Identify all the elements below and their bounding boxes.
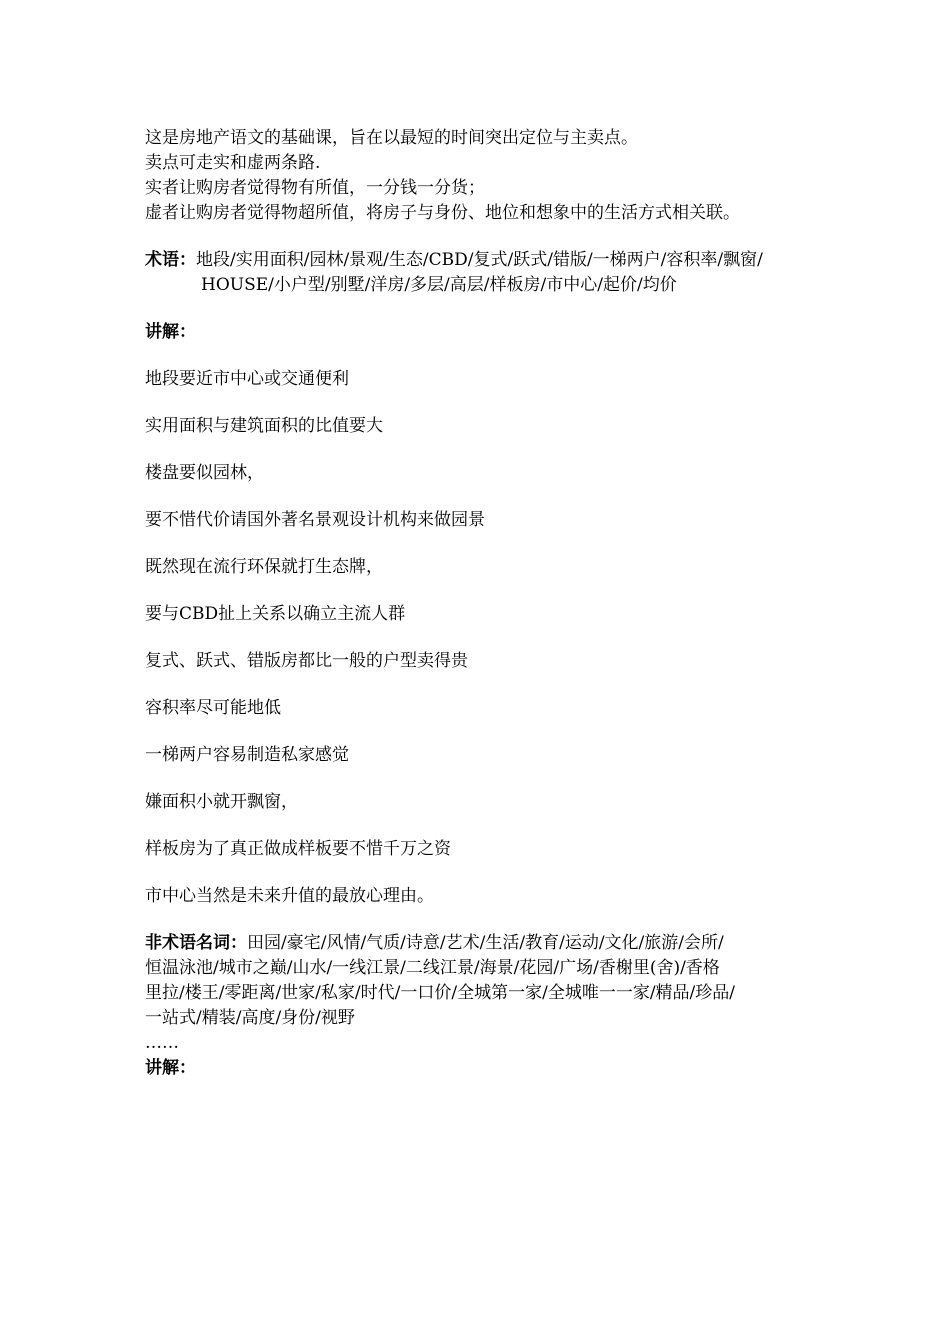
explain-item: 容积率尽可能地低 <box>145 698 281 718</box>
explain-item: 嫌面积小就开飘窗， <box>145 792 298 812</box>
explain-item: 地段要近市中心或交通便利 <box>145 369 349 389</box>
explain-item: 要不惜代价请国外著名景观设计机构来做园景 <box>145 510 485 530</box>
explain-label-2: 讲解： <box>145 1058 196 1078</box>
explain-item: 楼盘要似园林， <box>145 463 264 483</box>
explain-item: 样板房为了真正做成样板要不惜千万之资 <box>145 839 451 859</box>
explain-item: 复式、跃式、错版房都比一般的户型卖得贵 <box>145 651 468 671</box>
document-page <box>145 126 815 1081</box>
intro-paragraph <box>145 126 815 226</box>
nonterms-line <box>145 931 815 956</box>
nonterms-line: 一站式/精装/高度/身份/视野 <box>145 1008 355 1028</box>
explain-item: 实用面积与建筑面积的比值要大 <box>145 416 383 436</box>
terms-line-2: HOUSE/小户型/别墅/洋房/多层/高层/样板房/市中心/起价/均价 <box>201 275 677 295</box>
explain-section-1 <box>145 320 815 909</box>
terms-text: 地段/实用面积/园林/景观/生态/CBD/复式/跃式/错版/一梯两户/容积率/飘窗/ <box>196 250 763 270</box>
explain-item: 市中心当然是未来升值的最放心理由。 <box>145 886 434 906</box>
explain-label: 讲解： <box>145 322 196 342</box>
explain-item: 要与CBD扯上关系以确立主流人群 <box>145 604 406 624</box>
nonterms-text: 田园/豪宅/风情/气质/诗意/艺术/生活/教育/运动/文化/旅游/会所/ <box>247 933 724 953</box>
explain-item: 一梯两户容易制造私家感觉 <box>145 745 349 765</box>
terms-label: 术语： <box>145 250 196 270</box>
nonterms-line: 里拉/楼王/零距离/世家/私家/时代/一口价/全城第一家/全城唯一一家/精品/珍品/ <box>145 983 736 1003</box>
nonterms-line: 恒温泳池/城市之巅/山水/一线江景/二线江景/海景/花园/广场/香榭里(舍)/香格 <box>145 958 720 978</box>
intro-line: 卖点可走实和虚两条路. <box>145 153 321 173</box>
explain-section-2 <box>145 1056 815 1081</box>
terms-section <box>145 248 815 298</box>
nonterms-label: 非术语名词： <box>145 933 247 953</box>
terms-line <box>145 248 815 273</box>
intro-line: 实者让购房者觉得物有所值，一分钱一分货； <box>145 178 485 198</box>
intro-line: 虚者让购房者觉得物超所值，将房子与身份、地位和想象中的生活方式相关联。 <box>145 203 740 223</box>
nonterms-section <box>145 931 815 1056</box>
intro-line: 这是房地产语文的基础课，旨在以最短的时间突出定位与主卖点。 <box>145 128 638 148</box>
ellipsis: …… <box>145 1033 179 1053</box>
explain-item: 既然现在流行环保就打生态牌， <box>145 557 383 577</box>
